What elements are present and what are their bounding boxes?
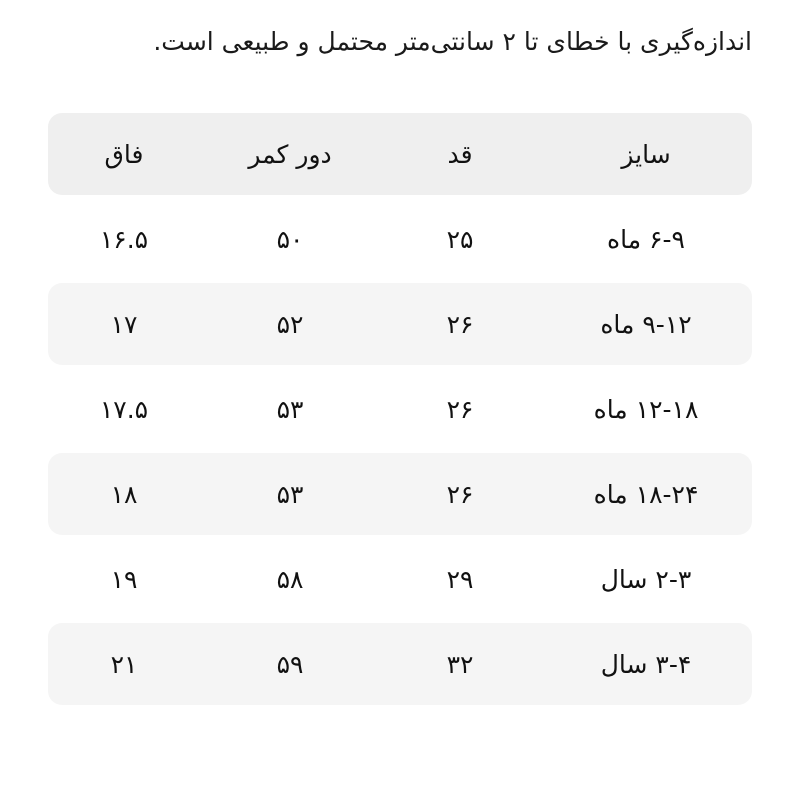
cell-rise: ۱۸ (110, 479, 138, 509)
table-row (48, 368, 752, 450)
cell-height: ۲۶ (446, 394, 474, 424)
cell-waist: ۵۹ (276, 649, 304, 679)
cell-size: ۱۸-۲۴ ماه (593, 479, 699, 509)
cell-size: ۶-۹ ماه (607, 224, 685, 254)
table-header-row (48, 113, 752, 195)
header-waist: دور کمر (248, 139, 332, 169)
cell-height: ۲۶ (446, 479, 474, 509)
header-rise: فاق (104, 139, 144, 169)
header-height: قد (447, 139, 473, 169)
cell-rise: ۲۱ (110, 649, 138, 679)
cell-rise: ۱۷.۵ (99, 394, 149, 424)
cell-height: ۲۹ (446, 564, 474, 594)
table-row (48, 198, 752, 280)
table-row (48, 283, 752, 365)
cell-size: ۳-۴ سال (600, 649, 692, 679)
cell-rise: ۱۹ (110, 564, 138, 594)
table-row (48, 623, 752, 705)
cell-size: ۹-۱۲ ماه (600, 309, 692, 339)
table-row (48, 453, 752, 535)
measurement-note: اندازه‌گیری با خطای تا ۲ سانتی‌متر محتمل و طبیعی است. (153, 27, 752, 56)
size-table (48, 113, 752, 708)
cell-waist: ۵۸ (276, 564, 304, 594)
cell-height: ۳۲ (446, 649, 474, 679)
cell-waist: ۵۳ (276, 479, 304, 509)
cell-size: ۱۲-۱۸ ماه (593, 394, 699, 424)
cell-waist: ۵۳ (276, 394, 304, 424)
cell-height: ۲۶ (446, 309, 474, 339)
cell-rise: ۱۶.۵ (99, 224, 149, 254)
cell-waist: ۵۲ (276, 309, 304, 339)
cell-size: ۲-۳ سال (600, 564, 692, 594)
header-size: سایز (621, 139, 671, 169)
cell-rise: ۱۷ (110, 309, 138, 339)
cell-height: ۲۵ (446, 224, 474, 254)
cell-waist: ۵۰ (276, 224, 304, 254)
table-row (48, 538, 752, 620)
